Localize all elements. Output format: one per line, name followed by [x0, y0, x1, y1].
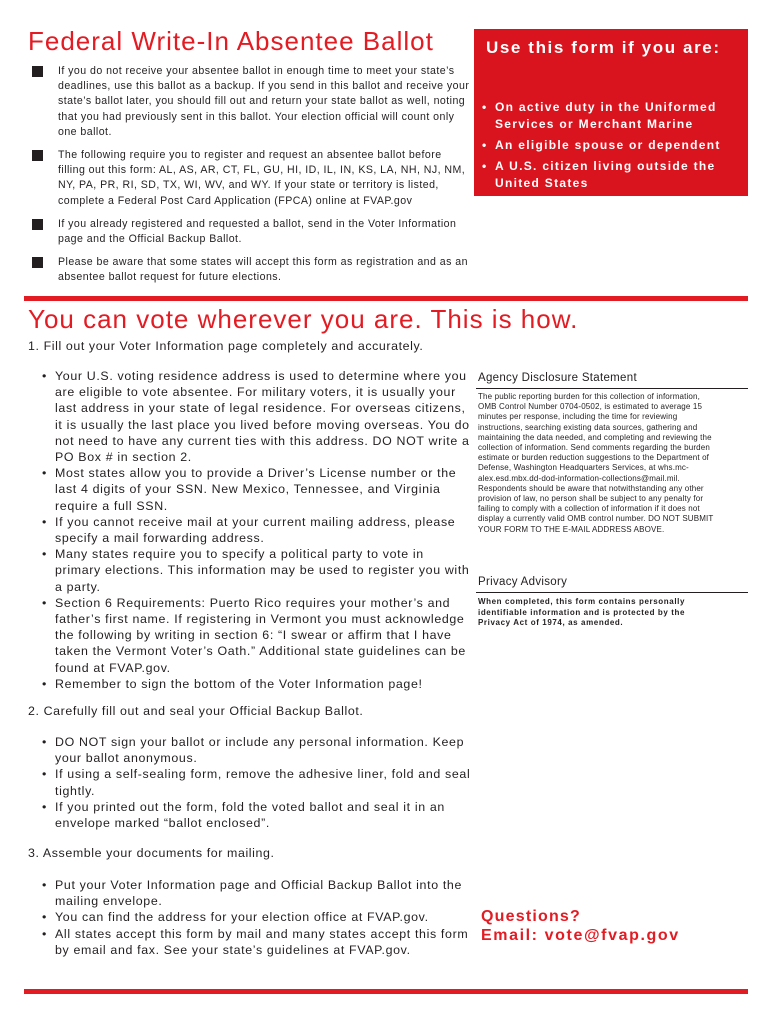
list-item — [40, 465, 470, 514]
eligibility-item — [480, 158, 742, 192]
list-item-text: Remember to sign the bottom of the Voter Information page! — [55, 676, 423, 691]
bullet-icon: • — [42, 676, 47, 691]
intro-bullet-text: If you do not receive your absentee ballot in enough time to meet your state’s deadlines, use this ballot as a backup. If you send in this ballot and receive your state’s ballot later, you should fill out and return your state ballot as well, noting that you had previously sent in this ballot. Your election official will count only one ballot. — [58, 65, 470, 138]
bullet-icon: • — [42, 910, 47, 925]
list-item — [40, 734, 480, 766]
eligibility-item-text: On active duty in the Uniformed Services or Merchant Marine — [495, 100, 717, 131]
bullet-icon: • — [42, 514, 47, 529]
divider — [476, 592, 748, 593]
list-item-text: If you printed out the form, fold the voted ballot and seal it in an envelope marked “ballot enclosed”. — [55, 799, 445, 831]
eligibility-box — [474, 29, 748, 196]
agency-disclosure-heading: Agency Disclosure Statement — [478, 372, 637, 384]
intro-bullet-text: The following require you to register and request an absentee ballot before filling out this form: AL, AS, AR, CT, FL, GU, HI, ID, IL, IN, KS, LA, NH, NJ, NM, NY, PA, PR, RI, SD, TX, WI, WV, and WY. If your state or territory is listed, complete a Federal Post Card Application (FPCA) online at FVAP.gov — [58, 149, 466, 207]
questions-label: Questions? — [481, 908, 582, 925]
section-heading: You can vote wherever you are. This is how. — [28, 304, 579, 334]
eligibility-item-text: A U.S. citizen living outside the United States — [495, 159, 716, 190]
list-item-text: Most states allow you to provide a Driver’s License number or the last 4 digits of your SSN. New Mexico, Tennessee, and Virginia require a full SSN. — [55, 466, 457, 513]
divider — [24, 296, 748, 301]
privacy-advisory-body: When completed, this form contains personally identifiable information and is protected by the Privacy Act of 1974, as amended. — [478, 597, 686, 627]
intro-bullet — [30, 255, 470, 285]
intro-bullet-text: If you already registered and requested a ballot, send in the Voter Information page and the Official Backup Ballot. — [58, 217, 457, 246]
bullet-icon: • — [42, 767, 47, 782]
list-item — [40, 766, 480, 798]
list-item — [40, 877, 470, 909]
list-item — [40, 514, 470, 546]
intro-bullets — [30, 64, 470, 294]
list-item — [40, 909, 470, 925]
step-2-title: 2. Carefully fill out and seal your Official Backup Ballot. — [28, 704, 364, 718]
step-1-title: 1. Fill out your Voter Information page completely and accurately. — [28, 339, 424, 353]
bullet-icon: • — [42, 595, 47, 610]
list-item — [40, 546, 470, 595]
step-2-list — [40, 734, 480, 831]
bullet-icon: • — [482, 159, 488, 173]
bullet-icon: • — [42, 466, 47, 481]
divider — [476, 388, 748, 389]
eligibility-list — [480, 99, 742, 196]
list-item — [40, 595, 470, 676]
eligibility-heading: Use this form if you are: — [486, 38, 721, 57]
bullet-icon: • — [42, 799, 47, 814]
list-item-text: If using a self-sealing form, remove the adhesive liner, fold and seal tightly. — [55, 767, 471, 798]
bullet-icon: • — [482, 138, 488, 152]
list-item-text: Section 6 Requirements: Puerto Rico requires your mother’s and father’s first name. If registering in Vermont you must acknowledge the following by writing in section 6: “I swear or affirm that I have taken the Vermont Voter’s Oath.” Additional state guidelines can be found at FVAP.gov. — [55, 595, 466, 675]
bullet-icon: • — [42, 735, 47, 749]
step-1-list — [40, 368, 470, 692]
list-item — [40, 799, 480, 831]
list-item-text: You can find the address for your election office at FVAP.gov. — [55, 910, 429, 925]
list-item-text: If you cannot receive mail at your current mailing address, please specify a mail forwarding address. — [55, 514, 456, 546]
contact-email[interactable]: Email: vote@fvap.gov — [481, 927, 680, 944]
square-bullet-icon — [32, 219, 43, 230]
bullet-icon: • — [42, 547, 47, 562]
divider — [24, 989, 748, 994]
list-item-text: Put your Voter Information page and Official Backup Ballot into the mailing envelope. — [55, 878, 462, 909]
square-bullet-icon — [32, 150, 43, 161]
list-item-text: Your U.S. voting residence address is used to determine where you are eligible to vote absentee. For military voters, it is usually your last address in your state of legal residence. For overseas citizens, it is usually the last place you lived before moving overseas. You do not need to have any current ties with this address. DO NOT write a PO Box # in section 2. — [55, 369, 470, 465]
agency-disclosure-body: The public reporting burden for this collection of information, OMB Control Number 0704-0502, is estimated to average 15 minutes per response, including the time for reviewing instructions, searching existing data sources, gathering and maintaining the data needed, and completing and reviewing the collection of information. Send comments regarding the burden estimate or burden reduction suggestions to the Department of Defense, Washington Headquarters Services, at whs.mc-alex.esd.mbx.dd-dod-information-collections@mail.mil. Respondents should be aware that notwithstanding any other provision of law, no person shall be subject to any penalty for failing to comply with a collection of information if it does not display a currently valid OMB control number. DO NOT SUBMIT YOUR FORM TO THE E-MAIL ADDRESS ABOVE. — [478, 392, 714, 534]
list-item-text: Many states require you to specify a political party to vote in primary elections. This information may be used to register you with a party. — [55, 547, 470, 594]
privacy-advisory-heading: Privacy Advisory — [478, 576, 568, 588]
bullet-icon: • — [42, 926, 47, 941]
eligibility-item — [480, 99, 742, 133]
step-3-list — [40, 877, 470, 958]
bullet-icon: • — [42, 878, 47, 892]
list-item — [40, 926, 470, 958]
bullet-icon: • — [42, 369, 47, 383]
list-item-text: All states accept this form by mail and many states accept this form by email and fax. See your state’s guidelines at FVAP.gov. — [55, 926, 469, 957]
intro-bullet-text: Please be aware that some states will accept this form as registration and as an absentee ballot request for future elections. — [58, 256, 468, 284]
bullet-icon: • — [482, 100, 488, 114]
intro-bullet — [30, 64, 470, 140]
intro-bullet — [30, 217, 470, 247]
eligibility-item — [480, 137, 742, 154]
form-title: Federal Write-In Absentee Ballot — [28, 26, 434, 56]
square-bullet-icon — [32, 257, 43, 268]
list-item-text: DO NOT sign your ballot or include any personal information. Keep your ballot anonymous. — [55, 735, 465, 766]
square-bullet-icon — [32, 66, 43, 77]
intro-bullet — [30, 148, 470, 209]
step-3-title: 3. Assemble your documents for mailing. — [28, 846, 275, 860]
list-item — [40, 368, 470, 465]
list-item — [40, 676, 470, 692]
eligibility-item-text: An eligible spouse or dependent — [495, 138, 721, 152]
